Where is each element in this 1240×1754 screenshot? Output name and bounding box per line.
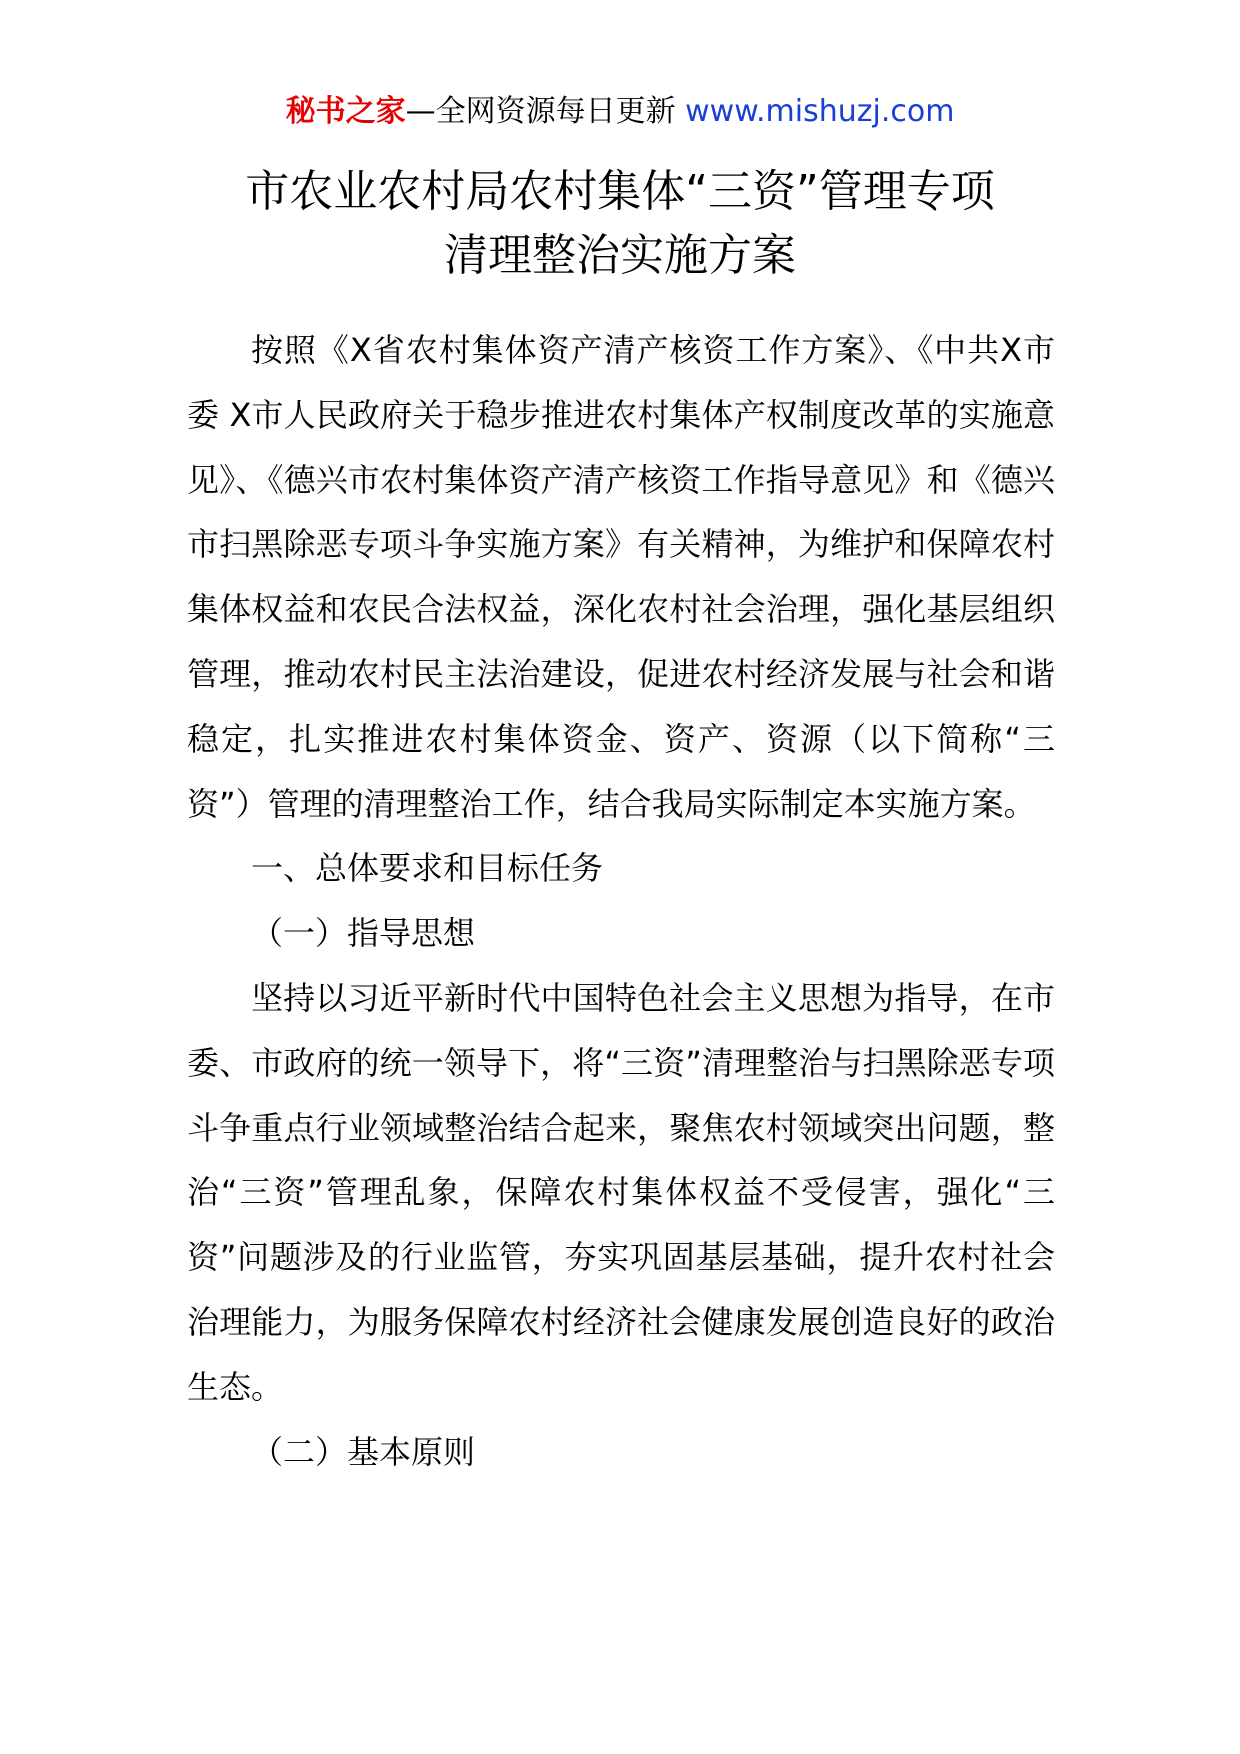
document-body <box>187 318 1055 1484</box>
guiding-ideology-paragraph: 坚持以习近平新时代中国特色社会主义思想为指导，在市委、市政府的统一领导下，将“三资”清理整治与扫黑除恶专项斗争重点行业领域整治结合起来，聚焦农村领域突出问题，整治“三资”管理乱象，保障农村集体权益不受侵害，强化“三资”问题涉及的行业监管，夯实巩固基层基础，提升农村社会治理能力，为服务保障农村经济社会健康发展创造良好的政治生态。 <box>187 978 1055 1406</box>
intro-paragraph: 按照《X省农村集体资产清产核资工作方案》、《中共X市委 X市人民政府关于稳步推进农村集体产权制度改革的实施意见》、《德兴市农村集体资产清产核资工作指导意见》和《德兴市扫黑除恶专项斗争实施方案》有关精神，为维护和保障农村集体权益和农民合法权益，深化农村社会治理，强化基层组织管理，推动农村民主法治建设，促进农村经济发展与社会和谐稳定，扎实推进农村集体资金、资产、资源（以下简称“三资”）管理的清理整治工作，结合我局实际制定本实施方案。 <box>187 331 1055 823</box>
title-line-1: 市农业农村局农村集体“三资”管理专项 <box>245 166 995 217</box>
subsection-heading-2: （二）基本原则 <box>251 1432 476 1471</box>
subsection-heading-1: （一）指导思想 <box>251 914 476 953</box>
banner-slogan: —全网资源每日更新 <box>405 94 676 129</box>
site-url-link[interactable]: www.mishuzj.com <box>685 94 955 129</box>
document-title <box>0 160 1240 288</box>
brand-name: 秘书之家 <box>285 94 406 129</box>
site-banner <box>0 92 1240 132</box>
section-heading-1: 一、总体要求和目标任务 <box>251 849 604 888</box>
title-line-2: 清理整治实施方案 <box>444 230 796 281</box>
